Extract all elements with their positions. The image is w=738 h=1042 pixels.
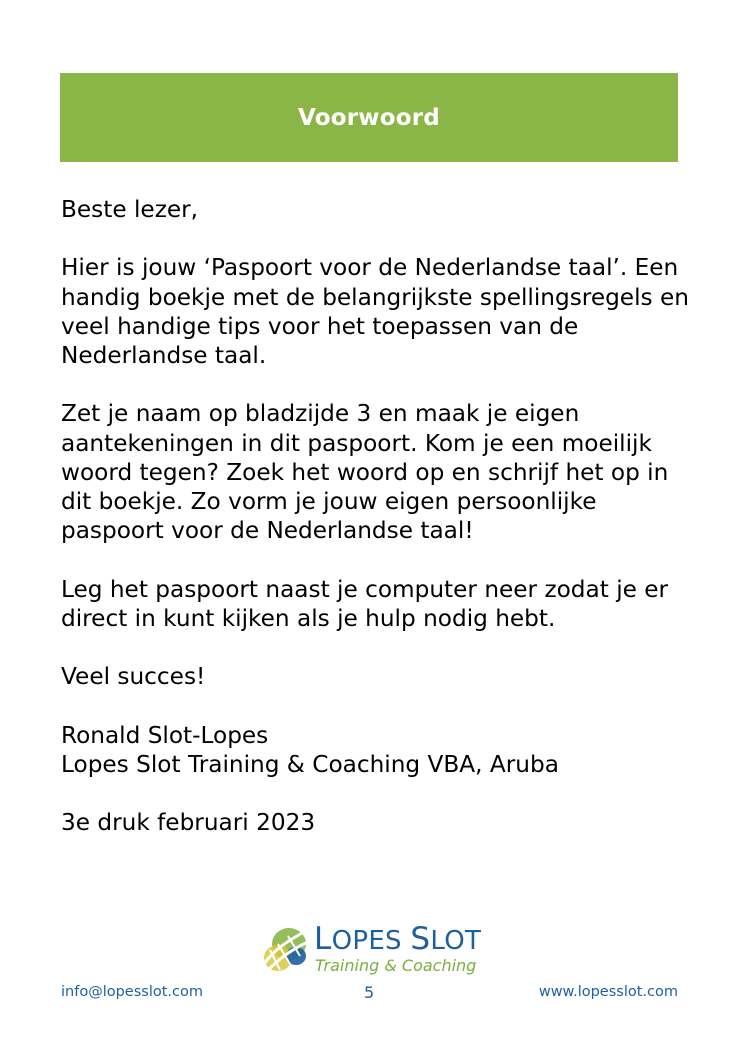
header-bar bbox=[60, 73, 678, 162]
page-title: Voorwoord bbox=[298, 104, 440, 131]
edition: 3e druk februari 2023 bbox=[61, 809, 316, 837]
usage-paragraph: Leg het paspoort naast je computer neer zodat je er direct in kunt kijken als je hulp nodig hebt. bbox=[61, 575, 669, 632]
footer-email-link[interactable]: info@lopesslot.com bbox=[61, 984, 203, 1000]
page-number: 5 bbox=[364, 983, 375, 1002]
company-logo bbox=[256, 920, 486, 980]
signature bbox=[61, 721, 691, 779]
double-helix-globe-icon bbox=[256, 920, 314, 978]
author-name: Ronald Slot-Lopes bbox=[61, 721, 269, 749]
greeting: Beste lezer, bbox=[61, 196, 199, 223]
intro-paragraph: Hier is jouw ‘Paspoort voor de Nederlandse taal’. Een handig boekje met de belangrijkste spellingsregels en veel handige tips voor het toepassen van de Nederlandse taal. bbox=[61, 254, 689, 369]
logo-wordmark: LOPES SLOT bbox=[314, 921, 482, 957]
closing: Veel succes! bbox=[61, 663, 206, 691]
letter-body bbox=[61, 195, 691, 837]
logo-tagline: Training & Coaching bbox=[315, 956, 477, 975]
instructions-paragraph: Zet je naam op bladzijde 3 en maak je eigen aantekeningen in dit paspoort. Kom je een moeilijk woord tegen? Zoek het woord op en schrijf het op in dit boekje. Zo vorm je jouw eigen persoonlijke paspoort voor de Nederlandse taal! bbox=[61, 400, 669, 545]
author-company: Lopes Slot Training & Coaching VBA, Aruba bbox=[61, 750, 559, 778]
footer-website-link[interactable]: www.lopesslot.com bbox=[538, 984, 678, 1000]
